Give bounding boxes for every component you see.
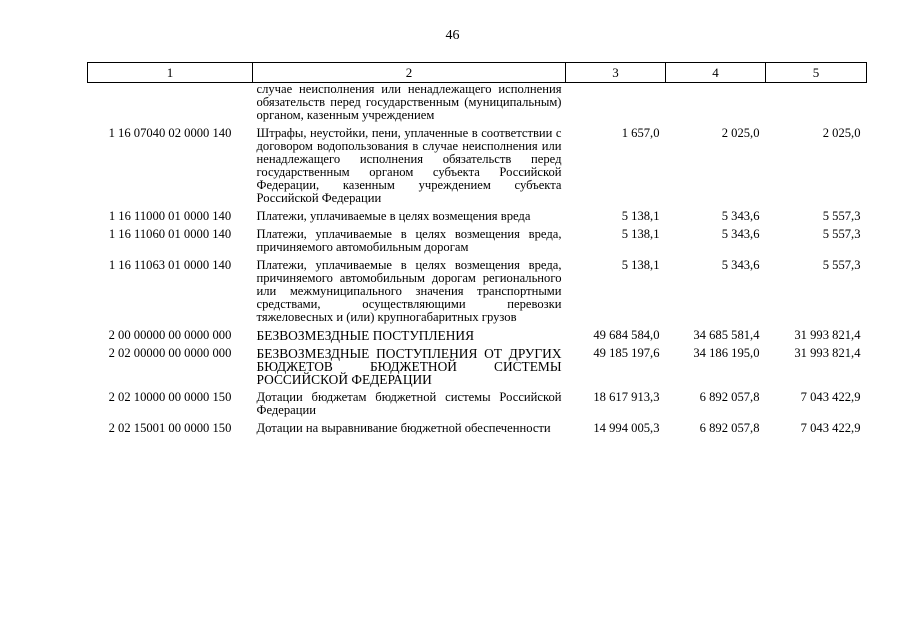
table-row [88, 329, 867, 347]
row-value-col4 [666, 83, 766, 128]
row-name: Дотации бюджетам бюджетной системы Российской Федерации [256, 390, 562, 417]
row-value-col4: 2 025,0 [721, 126, 760, 140]
row-value-col5: 31 993 821,4 [794, 328, 861, 342]
row-code: 1 16 11063 01 0000 140 [108, 258, 232, 272]
row-code: 1 16 11000 01 0000 140 [108, 209, 232, 223]
row-value-col5: 2 025,0 [822, 126, 861, 140]
row-value-col5: 5 557,3 [822, 258, 861, 272]
table-row [88, 422, 867, 440]
row-name: случае неисполнения или ненадлежащего исполнения обязательств перед государственным (муниципальным) органом, казенным учреждением [256, 82, 562, 122]
row-code: 2 02 15001 00 0000 150 [108, 421, 232, 435]
row-value-col4: 5 343,6 [721, 227, 760, 241]
row-value-col5: 7 043 422,9 [800, 390, 861, 404]
table-body [88, 83, 867, 441]
row-code [88, 83, 253, 128]
row-code: 2 00 00000 00 0000 000 [108, 328, 232, 342]
row-value-col3 [566, 83, 666, 128]
row-value-col5: 7 043 422,9 [800, 421, 861, 435]
row-name: Платежи, уплачиваемые в целях возмещения вреда [256, 209, 531, 223]
row-value-col3: 49 185 197,6 [593, 346, 660, 360]
row-value-col4: 34 685 581,4 [693, 328, 760, 342]
row-value-col5 [766, 83, 867, 128]
header-col-1: 1 [88, 63, 253, 83]
row-value-col3: 5 138,1 [621, 209, 660, 223]
header-col-3: 3 [566, 63, 666, 83]
table-row [88, 228, 867, 259]
row-value-col3: 1 657,0 [621, 126, 660, 140]
header-row [88, 63, 867, 83]
table-row [88, 259, 867, 329]
row-value-col3: 49 684 584,0 [593, 328, 660, 342]
table-row [88, 347, 867, 391]
row-value-col4: 6 892 057,8 [699, 421, 760, 435]
row-value-col4: 5 343,6 [721, 258, 760, 272]
row-value-col5: 5 557,3 [822, 227, 861, 241]
row-value-col3: 14 994 005,3 [593, 421, 660, 435]
row-code: 2 02 00000 00 0000 000 [108, 346, 232, 360]
table-row [88, 83, 867, 128]
row-value-col4: 34 186 195,0 [693, 346, 760, 360]
row-name: БЕЗВОЗМЕЗДНЫЕ ПОСТУПЛЕНИЯ [256, 328, 474, 343]
row-value-col4: 5 343,6 [721, 209, 760, 223]
row-value-col5: 5 557,3 [822, 209, 861, 223]
page-number: 46 [445, 28, 460, 43]
header-col-4: 4 [666, 63, 766, 83]
row-value-col3: 5 138,1 [621, 258, 660, 272]
row-name: Штрафы, неустойки, пени, уплаченные в соответствии с договором водопользования в случае неисполнения или ненадлежащего исполнения обязательств перед государственным органом субъекта Российской Федерации, казенным учреждением субъекта Российской Федерации [256, 126, 562, 205]
row-value-col3: 18 617 913,3 [593, 390, 660, 404]
row-name: Платежи, уплачиваемые в целях возмещения вреда, причиняемого автомобильным дорогам регионального или межмуниципального значения транспортными средствами, осуществляющими перевозки тяжеловесных и (или) крупногабаритных грузов [256, 258, 562, 324]
table-header [88, 63, 867, 83]
row-name: Дотации на выравнивание бюджетной обеспеченности [256, 421, 551, 435]
row-value-col5: 31 993 821,4 [794, 346, 861, 360]
header-col-2: 2 [253, 63, 566, 83]
table-row [88, 127, 867, 210]
table-row [88, 391, 867, 422]
row-value-col4: 6 892 057,8 [699, 390, 760, 404]
row-code: 2 02 10000 00 0000 150 [108, 390, 232, 404]
row-name: БЕЗВОЗМЕЗДНЫЕ ПОСТУПЛЕНИЯ ОТ ДРУГИХ БЮДЖЕТОВ БЮДЖЕТНОЙ СИСТЕМЫ РОССИЙСКОЙ ФЕДЕРАЦИИ [256, 346, 562, 387]
row-code: 1 16 11060 01 0000 140 [108, 227, 232, 241]
row-value-col3: 5 138,1 [621, 227, 660, 241]
table-row [88, 210, 867, 228]
budget-revenue-table [87, 62, 867, 440]
row-name: Платежи, уплачиваемые в целях возмещения вреда, причиняемого автомобильным дорогам [256, 227, 562, 254]
row-code: 1 16 07040 02 0000 140 [108, 126, 232, 140]
header-col-5: 5 [766, 63, 867, 83]
